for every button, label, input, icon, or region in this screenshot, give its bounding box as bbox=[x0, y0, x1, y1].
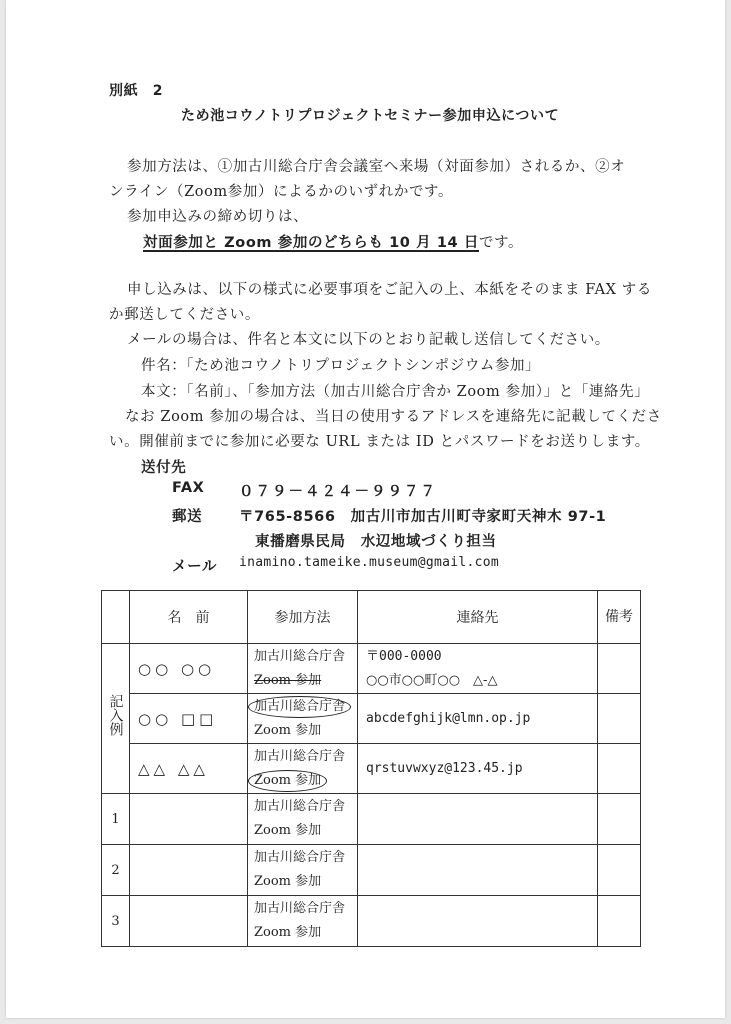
example-row bbox=[102, 644, 641, 694]
example-method bbox=[248, 644, 358, 694]
example-note bbox=[598, 644, 641, 694]
entry-row bbox=[102, 845, 641, 896]
header-name: 名 前 bbox=[130, 591, 248, 644]
method-option-zoom: Zoom 参加 bbox=[254, 823, 322, 838]
office-name: 東播磨県民局 水辺地域づくり担当 bbox=[255, 534, 497, 550]
example-note bbox=[598, 744, 641, 794]
deadline-emphasis: 対面参加と Zoom 参加のどちらも 10 月 14 日 bbox=[143, 235, 479, 251]
instruction-line-3: メールの場合は、件名と本文に以下のとおり記載し送信してください。 bbox=[127, 332, 610, 348]
document-page bbox=[6, 0, 725, 1018]
example-label: 記入例 bbox=[102, 644, 130, 794]
entry-contact-field[interactable] bbox=[358, 896, 598, 947]
entry-row-number: 3 bbox=[102, 896, 130, 947]
example-name: ○○ ○○ bbox=[130, 644, 248, 694]
example-contact-email: qrstuvwxyz@123.45.jp bbox=[358, 744, 598, 794]
postal-address: 〒765-8566 加古川市加古川町寺家町天神木 97-1 bbox=[239, 509, 607, 525]
entry-row-number: 1 bbox=[102, 794, 130, 845]
entry-contact-field[interactable] bbox=[358, 794, 598, 845]
fax-number: ０７９－４２４－９９７７ bbox=[239, 484, 437, 500]
deadline-tail: です。 bbox=[479, 235, 524, 251]
entry-contact-field[interactable] bbox=[358, 845, 598, 896]
instruction-line-7: い。開催前までに参加に必要な URL または ID とパスワードをお送りします。 bbox=[109, 434, 650, 450]
intro-line-3: 参加申込みの締め切りは、 bbox=[127, 209, 309, 225]
method-option-zoom: Zoom 参加 bbox=[254, 874, 322, 889]
example-contact bbox=[358, 644, 598, 694]
instruction-line-6: なお Zoom 参加の場合は、当日の使用するアドレスを連絡先に記載してくださ bbox=[125, 409, 662, 425]
method-option-office: 加古川総合庁舎 bbox=[254, 799, 346, 814]
fax-label: FAX bbox=[172, 480, 205, 496]
entry-row bbox=[102, 794, 641, 845]
intro-line-1: 参加方法は、①加古川総合庁舎会議室へ来場（対面参加）されるか、②オ bbox=[127, 159, 626, 175]
intro-line-2: ンライン（Zoom参加）によるかのいずれかです。 bbox=[109, 184, 454, 200]
entry-note-field[interactable] bbox=[598, 845, 641, 896]
email-address: inamino.tameike.museum@gmail.com bbox=[239, 555, 500, 570]
table-header-row bbox=[102, 591, 641, 644]
method-option-office: 加古川総合庁舎 bbox=[254, 648, 346, 664]
email-label: メール bbox=[172, 559, 218, 575]
email-subject-line: 件名：「ため池コウノトリプロジェクトシンポジウム参加」 bbox=[141, 358, 541, 374]
document-title: ため池コウノトリプロジェクトセミナー参加申込について bbox=[181, 108, 560, 124]
application-form-table bbox=[101, 590, 641, 947]
method-option-zoom-circled: Zoom 参加 bbox=[254, 769, 321, 793]
method-option-zoom: Zoom 参加 bbox=[254, 722, 322, 738]
header-blank-cell bbox=[102, 591, 130, 644]
example-method bbox=[248, 694, 358, 744]
entry-row-number: 2 bbox=[102, 845, 130, 896]
example-method bbox=[248, 744, 358, 794]
method-option-office: 加古川総合庁舎 bbox=[254, 748, 346, 764]
deadline-line bbox=[143, 231, 523, 252]
entry-name-field[interactable] bbox=[130, 794, 248, 845]
attachment-label: 別紙 2 bbox=[109, 83, 164, 99]
example-name: ○○ □□ bbox=[130, 694, 248, 744]
entry-note-field[interactable] bbox=[598, 896, 641, 947]
contact-address: ○○市○○町○○ △-△ bbox=[366, 672, 498, 688]
entry-method[interactable] bbox=[248, 896, 358, 947]
header-contact: 連絡先 bbox=[358, 591, 598, 644]
entry-row bbox=[102, 896, 641, 947]
contact-postal-code: 〒000-0000 bbox=[366, 648, 442, 664]
entry-note-field[interactable] bbox=[598, 794, 641, 845]
entry-name-field[interactable] bbox=[130, 896, 248, 947]
example-note bbox=[598, 694, 641, 744]
method-option-office-circled: 加古川総合庁舎 bbox=[254, 695, 345, 719]
method-option-office: 加古川総合庁舎 bbox=[254, 901, 346, 916]
method-option-zoom: Zoom 参加 bbox=[254, 925, 322, 940]
email-body-line: 本文：「名前」、「参加方法（加古川総合庁舎か Zoom 参加）」と「連絡先」 bbox=[141, 384, 650, 400]
instruction-line-2: か郵送してください。 bbox=[109, 307, 260, 323]
instruction-line-1: 申し込みは、以下の様式に必要事項をご記入の上、本紙をそのまま FAX する bbox=[127, 282, 653, 298]
example-name: △△ △△ bbox=[130, 744, 248, 794]
example-contact-email: abcdefghijk@lmn.op.jp bbox=[358, 694, 598, 744]
mail-label: 郵送 bbox=[172, 509, 203, 525]
header-note: 備考 bbox=[598, 591, 641, 644]
entry-method[interactable] bbox=[248, 794, 358, 845]
destination-heading: 送付先 bbox=[141, 460, 187, 476]
example-row bbox=[102, 694, 641, 744]
method-option-office: 加古川総合庁舎 bbox=[254, 850, 346, 865]
example-row bbox=[102, 744, 641, 794]
entry-name-field[interactable] bbox=[130, 845, 248, 896]
header-method: 参加方法 bbox=[248, 591, 358, 644]
method-option-zoom-struck: Zoom 参加 bbox=[254, 672, 322, 688]
entry-method[interactable] bbox=[248, 845, 358, 896]
